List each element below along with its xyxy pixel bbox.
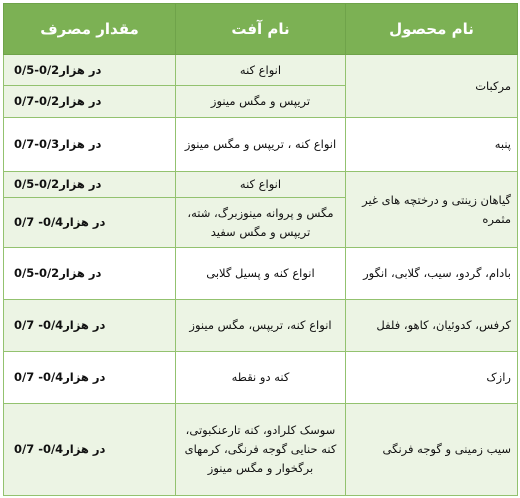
pest-cell: مگس و پروانه مینوزبرگ، شته، تریپس و مگس سفید	[176, 198, 346, 248]
header-pest: نام آفت	[176, 4, 346, 55]
product-cell: مرکبات	[346, 55, 518, 118]
dose-cell: 0/5-0/2در هزار	[4, 172, 176, 198]
pesticide-dosage-table	[3, 3, 518, 496]
table-row	[4, 352, 518, 404]
product-cell: گیاهان زینتی و درختچه های غیر مثمره	[346, 172, 518, 248]
product-cell: بادام، گردو، سیب، گلابی، انگور	[346, 248, 518, 300]
dose-cell: 0/7-0/3در هزار	[4, 118, 176, 172]
pest-cell: انواع کنه و پسیل گلابی	[176, 248, 346, 300]
dose-cell: 0/5-0/2در هزار	[4, 55, 176, 86]
dose-cell: 0/7 -0/4در هزار	[4, 352, 176, 404]
pest-cell: انواع کنه ، تریپس و مگس مینوز	[176, 118, 346, 172]
product-cell: پنبه	[346, 118, 518, 172]
dose-cell: 0/7-0/2در هزار	[4, 86, 176, 118]
header-row	[4, 4, 518, 55]
table-row	[4, 248, 518, 300]
dose-cell: 0/7 -0/4در هزار	[4, 300, 176, 352]
product-cell: سیب زمینی و گوجه فرنگی	[346, 404, 518, 496]
product-cell: کرفس، کدوئیان، کاهو، فلفل	[346, 300, 518, 352]
header-dose: مقدار مصرف	[4, 4, 176, 55]
pest-cell: کنه دو نقطه	[176, 352, 346, 404]
pesticide-table-container	[3, 3, 517, 496]
pest-cell: انواع کنه	[176, 172, 346, 198]
pest-cell: انواع کنه	[176, 55, 346, 86]
dose-cell: 0/5-0/2در هزار	[4, 248, 176, 300]
dose-cell: 0/7 -0/4در هزار	[4, 404, 176, 496]
header-product: نام محصول	[346, 4, 518, 55]
pest-cell: سوسک کلرادو، کنه تارعنکبوتی، کنه حنایی گوجه فرنگی، کرمهای برگخوار و مگس مینوز	[176, 404, 346, 496]
table-row	[4, 55, 518, 86]
table-row	[4, 118, 518, 172]
dose-cell: 0/7 -0/4در هزار	[4, 198, 176, 248]
pest-cell: انواع کنه، تریپس، مگس مینوز	[176, 300, 346, 352]
pest-cell: تریپس و مگس مینوز	[176, 86, 346, 118]
product-cell: رازک	[346, 352, 518, 404]
table-row	[4, 300, 518, 352]
table-row	[4, 404, 518, 496]
table-row	[4, 172, 518, 198]
